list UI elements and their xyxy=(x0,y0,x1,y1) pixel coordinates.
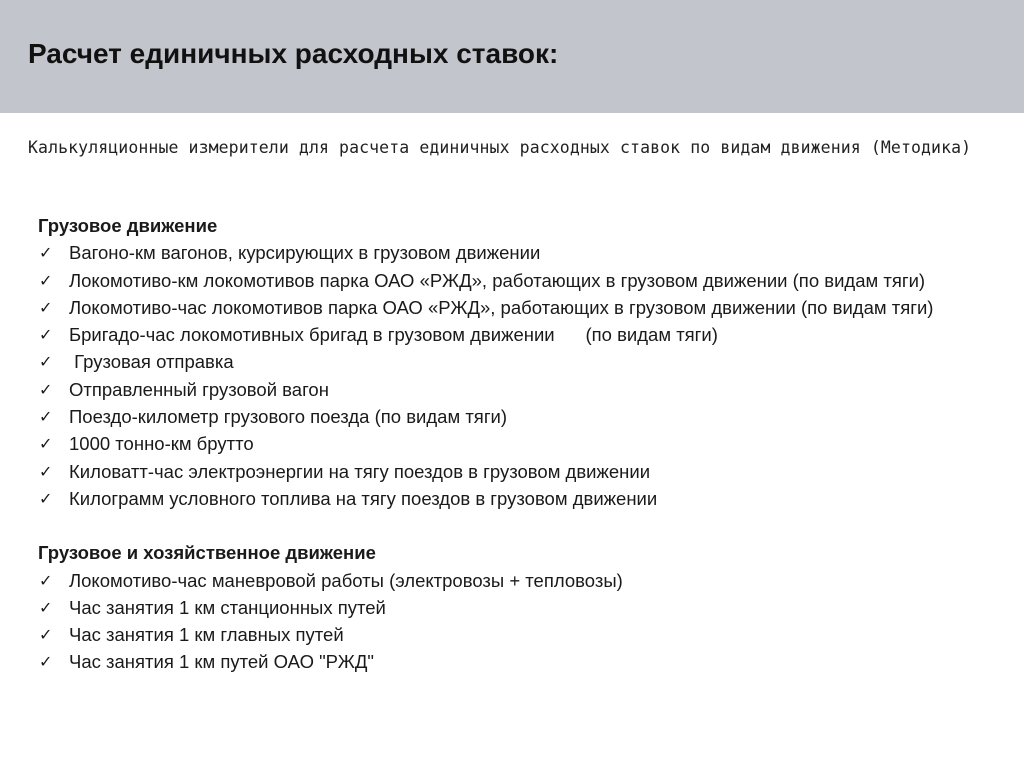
checkmark-icon: ✓ xyxy=(39,570,53,590)
checkmark-icon: ✓ xyxy=(39,434,53,454)
list-item xyxy=(38,567,998,594)
list-item xyxy=(38,376,998,403)
item-text: Вагоно-км вагонов, курсирующих в грузовом движении xyxy=(69,242,541,264)
section-freight-and-service xyxy=(38,539,998,675)
item-text: Отправленный грузовой вагон xyxy=(69,378,329,400)
section-spacer xyxy=(38,512,998,539)
checkmark-icon: ✓ xyxy=(39,652,53,672)
content xyxy=(38,212,998,676)
list-item xyxy=(38,294,998,321)
item-text: Поездо-километр грузового поезда (по видам тяги) xyxy=(69,406,508,428)
checkmark-icon: ✓ xyxy=(39,407,53,427)
slide-title: Расчет единичных расходных ставок: xyxy=(28,38,559,69)
item-text: Час занятия 1 км главных путей xyxy=(69,624,344,646)
checkmark-icon: ✓ xyxy=(39,597,53,617)
checkmark-icon: ✓ xyxy=(39,325,53,345)
checkmark-icon: ✓ xyxy=(39,243,53,263)
intro-text: Калькуляционные измерители для расчета единичных расходных ставок по видам движения (Методика) xyxy=(28,138,972,157)
list-item xyxy=(38,239,998,266)
item-text: Час занятия 1 км путей ОАО "РЖД" xyxy=(69,651,374,673)
checkmark-icon: ✓ xyxy=(39,379,53,399)
title-bar xyxy=(0,0,1024,113)
list-item xyxy=(38,458,998,485)
list-item xyxy=(38,430,998,457)
checkmark-icon: ✓ xyxy=(39,488,53,508)
checkmark-icon: ✓ xyxy=(39,625,53,645)
checklist xyxy=(38,567,998,676)
section-freight xyxy=(38,212,998,512)
list-item xyxy=(38,348,998,375)
item-text: Локомотиво-час маневровой работы (электровозы + тепловозы) xyxy=(69,569,623,591)
list-item xyxy=(38,594,998,621)
checkmark-icon: ✓ xyxy=(39,461,53,481)
section-title: Грузовое и хозяйственное движение xyxy=(38,542,376,564)
item-text: Бригадо-час локомотивных бригад в грузовом движении (по видам тяги) xyxy=(69,324,718,346)
item-text: Килограмм условного топлива на тягу поездов в грузовом движении xyxy=(69,487,658,509)
checklist xyxy=(38,239,998,512)
item-text: Грузовая отправка xyxy=(69,351,234,373)
item-text: Локомотиво-час локомотивов парка ОАО «РЖД», работающих в грузовом движении (по видам тяги) xyxy=(69,296,934,318)
list-item xyxy=(38,648,998,675)
item-text: Локомотиво-км локомотивов парка ОАО «РЖД», работающих в грузовом движении (по видам тяги) xyxy=(69,269,926,291)
checkmark-icon: ✓ xyxy=(39,297,53,317)
checkmark-icon: ✓ xyxy=(39,352,53,372)
list-item xyxy=(38,321,998,348)
section-title: Грузовое движение xyxy=(38,215,218,236)
list-item xyxy=(38,403,998,430)
list-item xyxy=(38,485,998,512)
item-text: Киловатт-час электроэнергии на тягу поездов в грузовом движении xyxy=(69,460,651,482)
checkmark-icon: ✓ xyxy=(39,270,53,290)
list-item xyxy=(38,621,998,648)
list-item xyxy=(38,267,998,294)
item-text: Час занятия 1 км станционных путей xyxy=(69,596,386,618)
item-text: 1000 тонно-км брутто xyxy=(69,433,254,455)
